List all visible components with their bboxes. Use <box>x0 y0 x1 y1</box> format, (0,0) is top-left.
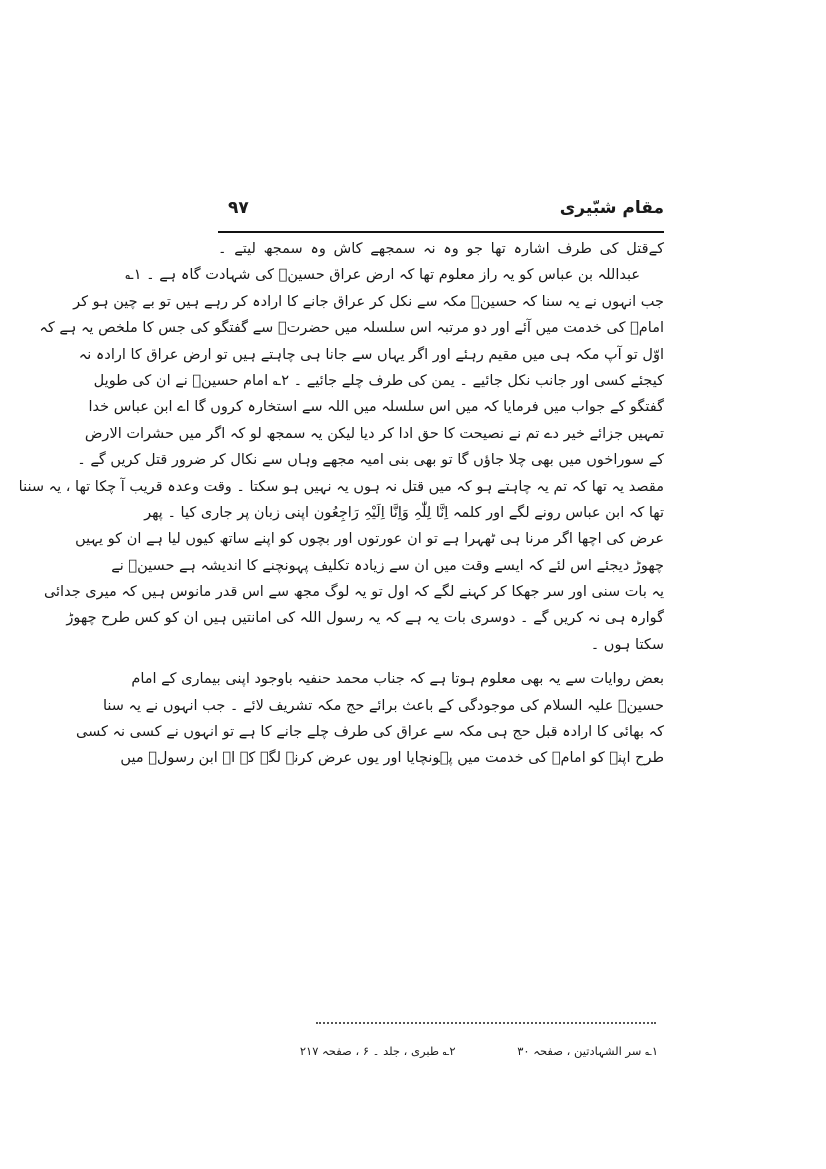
text-line: تھا کہ ابن عباس رونے لگے اور کلمہ اِنَّا لِلّٰہِ وَاِنَّا اِلَیْہِ رَاجِعُون اپنی زبان پر جاری کیا ۔ پھر <box>144 504 664 521</box>
text-line: چھوڑ دیجئے اس لئے کہ ایسے وقت میں ان سے زیادہ تکلیف پہونچنے کا اندیشہ ہے حسینؑ نے <box>111 557 664 574</box>
footnote-divider <box>316 1022 656 1024</box>
text-line: امامؑ کی خدمت میں آئے اور دو مرتبہ اس سلسلہ میں حضرتؑ سے گفتگو کی جس کا ملخص یہ ہے کہ <box>39 320 664 337</box>
running-title: مقام شبّیری <box>559 198 664 218</box>
text-line: کیجئے کسی اور جانب نکل جائیے ۔ یمن کی طرف چلے جائیے ۔ ۲؎ امام حسینؑ نے ان کی طویل <box>93 372 664 389</box>
text-line: گفتگو کے جواب میں فرمایا کہ میں اس سلسلہ میں اللہ سے استخارہ کروں گا اے ابن عباس خدا <box>88 399 664 416</box>
footnote-1: ۱؎ سر الشہادتین ، صفحہ ۳۰ <box>517 1044 658 1058</box>
text-line: تمہیں جزائے خیر دے تم نے نصیحت کا حق ادا کر دیا لیکن یہ سمجھ لو کہ اگر میں حشرات الارض <box>84 425 664 442</box>
text-line: اوّل تو آپ مکہ ہی میں مقیم رہئے اور اگر یہاں سے جانا ہی چاہتے ہیں تو ارض عراق کا ارادہ نہ <box>78 346 664 363</box>
paragraph-gap <box>218 658 664 666</box>
text-line: عبداللہ بن عباس کو یہ راز معلوم تھا کہ ارض عراق حسینؑ کی شہادت گاہ ہے ۔ ۱؎ <box>125 267 640 284</box>
text-line: کے سوراخوں میں بھی چلا جاؤں گا تو بھی بنی امیہ مجھے وہاں سے نکال کر ضرور قتل کریں گے ۔ <box>77 452 664 469</box>
text-line: کےقتل کی طرف اشارہ تھا جو وہ نہ سمجھے کاش وہ سمجھ لیتے ۔ <box>218 241 664 257</box>
page-header <box>218 196 664 230</box>
text-line: یہ بات سنی اور سر جھکا کر کہنے لگے کہ اول تو یہ لوگ مجھ سے اس قدر مانوس ہیں کہ میری جدائی <box>43 584 664 601</box>
text-line: طرح اپنے کو امامؑ کی خدمت میں پہونچایا اور یوں عرض کرنے لگے کہ اے ابن رسولؐ میں <box>120 750 664 767</box>
footnotes <box>218 1044 664 1058</box>
text-line: جب انہوں نے یہ سنا کہ حسینؑ مکہ سے نکل کر عراق جانے کا ارادہ کر رہے ہیں تو بے چین ہو کر <box>73 293 664 310</box>
footnote-2: ۲؎ طبری ، جلد ۔ ۶ ، صفحہ ۲۱۷ <box>299 1044 456 1058</box>
text-line: بعض روایات سے یہ بھی معلوم ہوتا ہے کہ جناب محمد حنفیہ باوجود اپنی بیماری کے امام <box>131 671 664 688</box>
header-divider <box>218 231 664 233</box>
page-number: ۹۷ <box>228 198 249 218</box>
text-line: کہ بھائی کا ارادہ قبل حج ہی مکہ سے عراق کی طرف چلے جانے کا ہے تو انہوں نے کسی نہ کسی <box>75 724 664 741</box>
text-line: حسینؑ علیہ السلام کی موجودگی کے باعث برائے حج مکہ تشریف لائے ۔ جب انہوں نے یہ سنا <box>102 697 664 714</box>
text-line: گوارہ ہی نہ کریں گے ۔ دوسری بات یہ ہے کہ یہ رسول اللہ کی امانتیں ہیں ان کو کس طرح چھوڑ <box>66 610 664 627</box>
body-text <box>18 236 664 772</box>
text-line: سکتا ہوں ۔ <box>590 636 664 653</box>
text-line: عرض کی اچھا اگر مرنا ہی ٹھہرا ہے تو ان عورتوں اور بچوں کو اپنے ساتھ کیوں لیا ہے ان کو یہیں <box>75 531 664 548</box>
text-line: مقصد یہ تھا کہ تم یہ چاہتے ہو کہ میں قتل نہ ہوں یہ نہیں ہو سکتا ۔ وقت وعدہ قریب آ چکا تھا ، یہ سننا <box>18 478 664 495</box>
